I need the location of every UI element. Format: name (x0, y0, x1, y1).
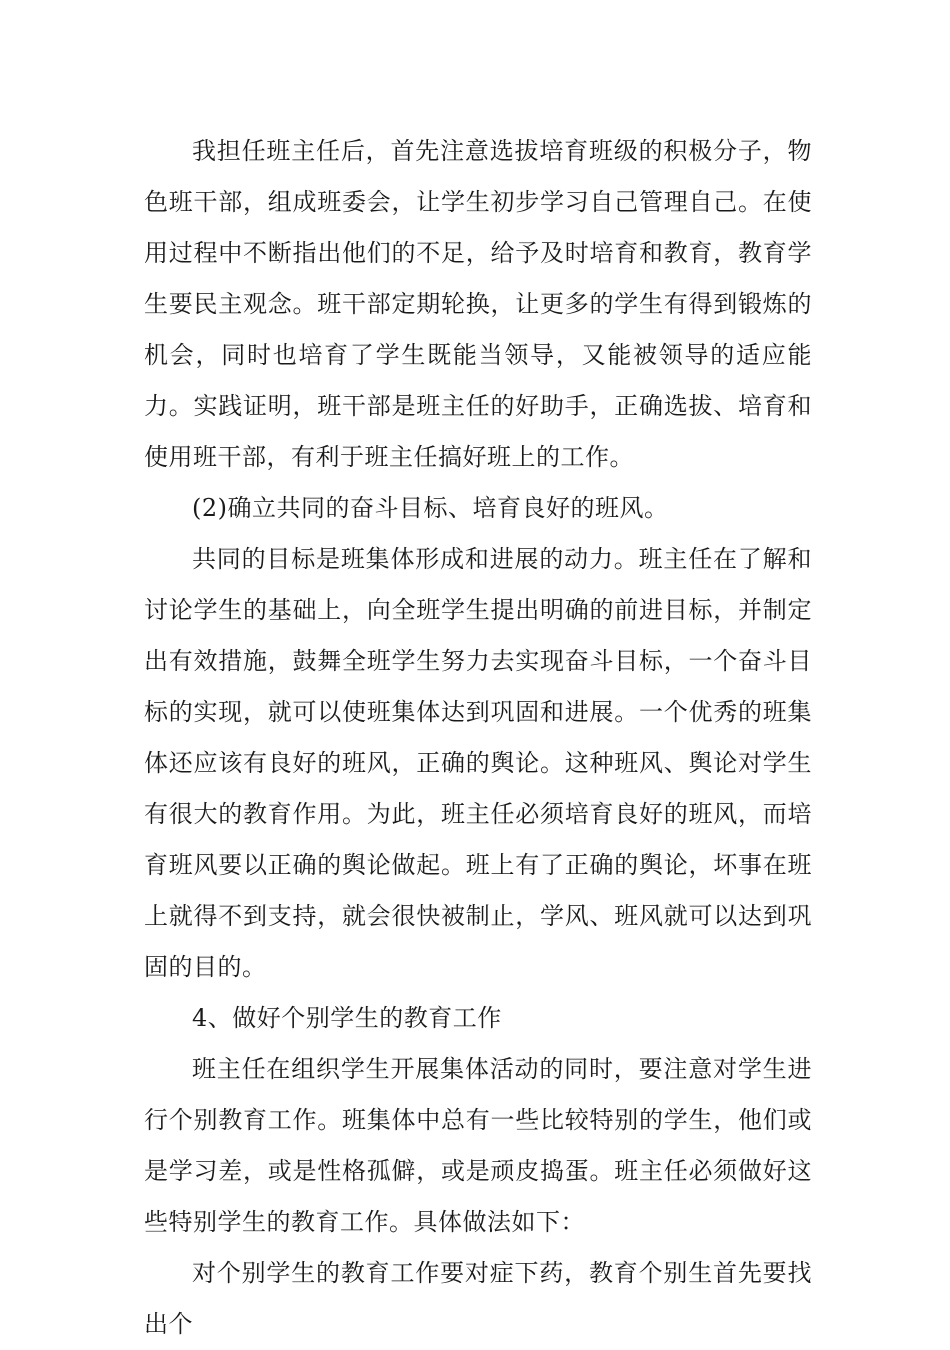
document-body (144, 126, 812, 1350)
paragraph-individual-education: 班主任在组织学生开展集体活动的同时，要注意对学生进行个别教育工作。班集体中总有一些比较特别的学生，他们或是学习差，或是性格孤僻，或是顽皮捣蛋。班主任必须做好这些特别学生的教育工作。具体做法如下： (144, 1055, 812, 1236)
paragraph-targeted-approach: 对个别学生的教育工作要对症下药，教育个别生首先要找出个 (144, 1259, 812, 1338)
heading-individual-education: 4、做好个别学生的教育工作 (192, 1004, 502, 1032)
paragraph-class-cadre: 我担任班主任后，首先注意选拔培育班级的积极分子，物色班干部，组成班委会，让学生初步学习自己管理自己。在使用过程中不断指出他们的不足，给予及时培育和教育，教育学生要民主观念。班干部定期轮换，让更多的学生有得到锻炼的机会，同时也培育了学生既能当领导，又能被领导的适应能力。实践证明，班干部是班主任的好助手，正确选拔、培育和使用班干部，有利于班主任搞好班上的工作。 (144, 137, 812, 471)
heading-common-goal: (2)确立共同的奋斗目标、培育良好的班风。 (192, 494, 669, 522)
paragraph-common-goal: 共同的目标是班集体形成和进展的动力。班主任在了解和讨论学生的基础上，向全班学生提出明确的前进目标，并制定出有效措施，鼓舞全班学生努力去实现奋斗目标，一个奋斗目标的实现，就可以使班集体达到巩固和进展。一个优秀的班集体还应该有良好的班风，正确的舆论。这种班风、舆论对学生有很大的教育作用。为此，班主任必须培育良好的班风，而培育班风要以正确的舆论做起。班上有了正确的舆论，坏事在班上就得不到支持，就会很快被制止，学风、班风就可以达到巩固的目的。 (144, 545, 812, 981)
